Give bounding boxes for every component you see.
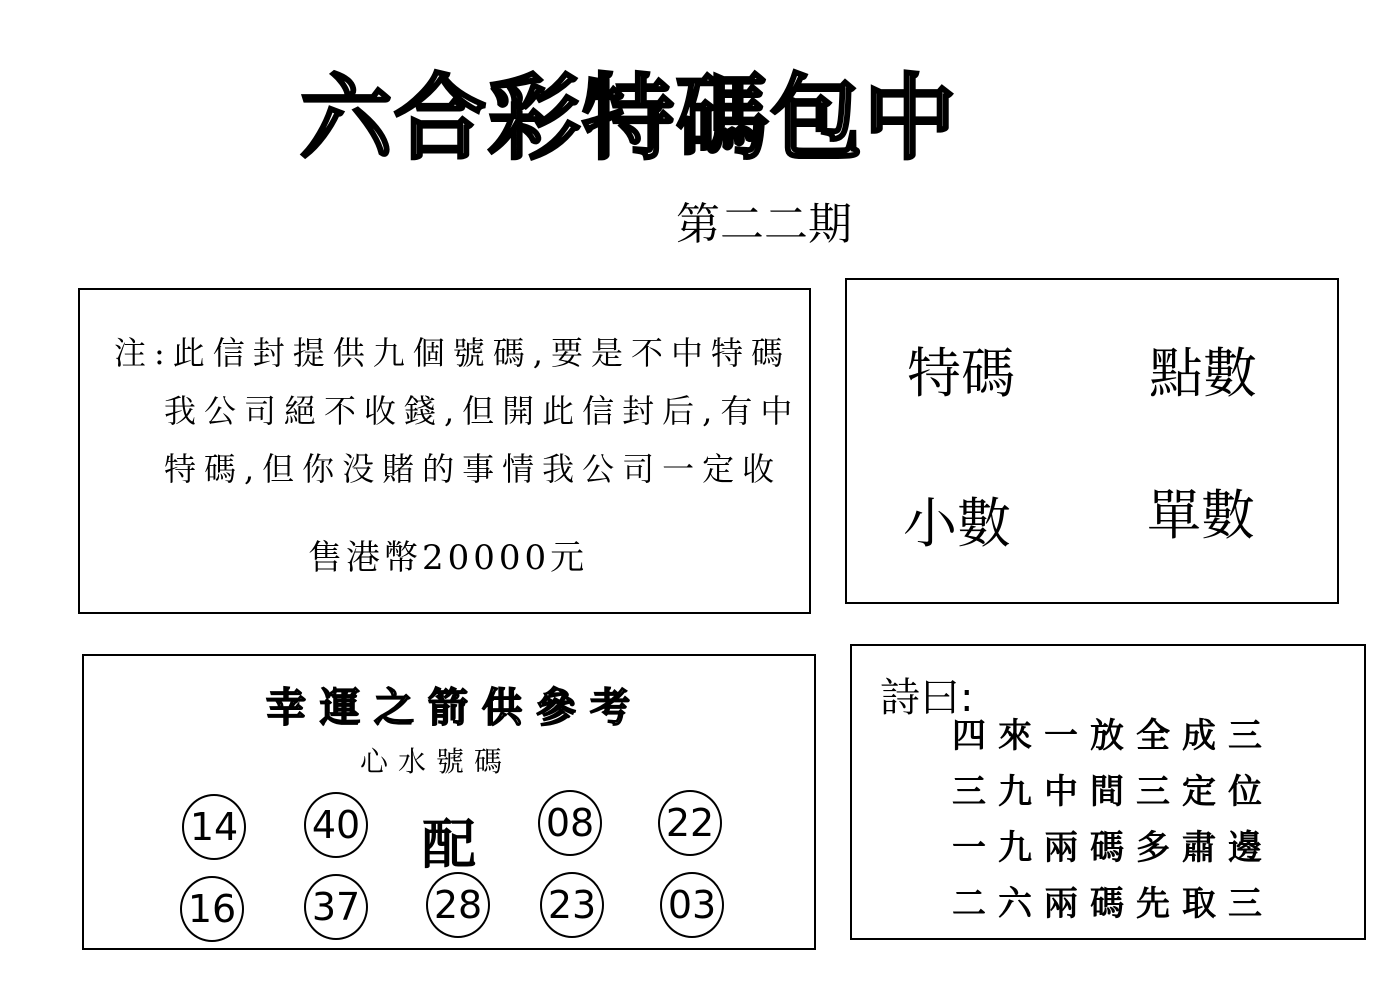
poem-line: 三九中間三定位 <box>952 772 1274 812</box>
lucky-number: 22 <box>658 790 722 856</box>
poem-line: 二六兩碼先取三 <box>952 884 1274 924</box>
type-special-number: 特碼 <box>907 342 1015 405</box>
issue-number: 第二二期 <box>676 199 852 250</box>
poem-line: 一九兩碼多肅邊 <box>952 828 1274 868</box>
lucky-number: 40 <box>304 792 368 858</box>
notice-line-2: 我公司絕不收錢,但開此信封后,有中 <box>164 392 801 430</box>
poem-line: 四來一放全成三 <box>952 716 1274 756</box>
type-small-number: 小數 <box>903 492 1011 555</box>
lucky-box <box>82 654 816 950</box>
notice-box <box>78 288 811 614</box>
lucky-title: 幸運之箭供參考 <box>266 684 644 731</box>
poem-box <box>850 644 1366 940</box>
page-title: 六合彩特碼包中 <box>300 64 959 172</box>
poem-label: 詩曰: <box>880 675 974 721</box>
pair-character: 配 <box>422 812 476 876</box>
price-text: 售港幣20000元 <box>308 538 589 578</box>
lucky-number: 03 <box>660 872 724 938</box>
notice-text <box>114 324 800 498</box>
lucky-number: 16 <box>180 876 244 942</box>
notice-line-1: 注:此信封提供九個號碼,要是不中特碼 <box>114 334 791 372</box>
lucky-number: 08 <box>538 790 602 856</box>
type-points: 點數 <box>1149 342 1257 405</box>
notice-line-3: 特碼,但你没賭的事情我公司一定收 <box>164 450 783 488</box>
lucky-number: 37 <box>304 874 368 940</box>
types-box <box>845 278 1339 604</box>
lucky-number: 23 <box>540 872 604 938</box>
type-odd-number: 單數 <box>1147 484 1255 547</box>
lucky-number: 28 <box>426 872 490 938</box>
lucky-number: 14 <box>182 794 246 860</box>
lucky-subtitle: 心水號碼 <box>360 745 513 778</box>
